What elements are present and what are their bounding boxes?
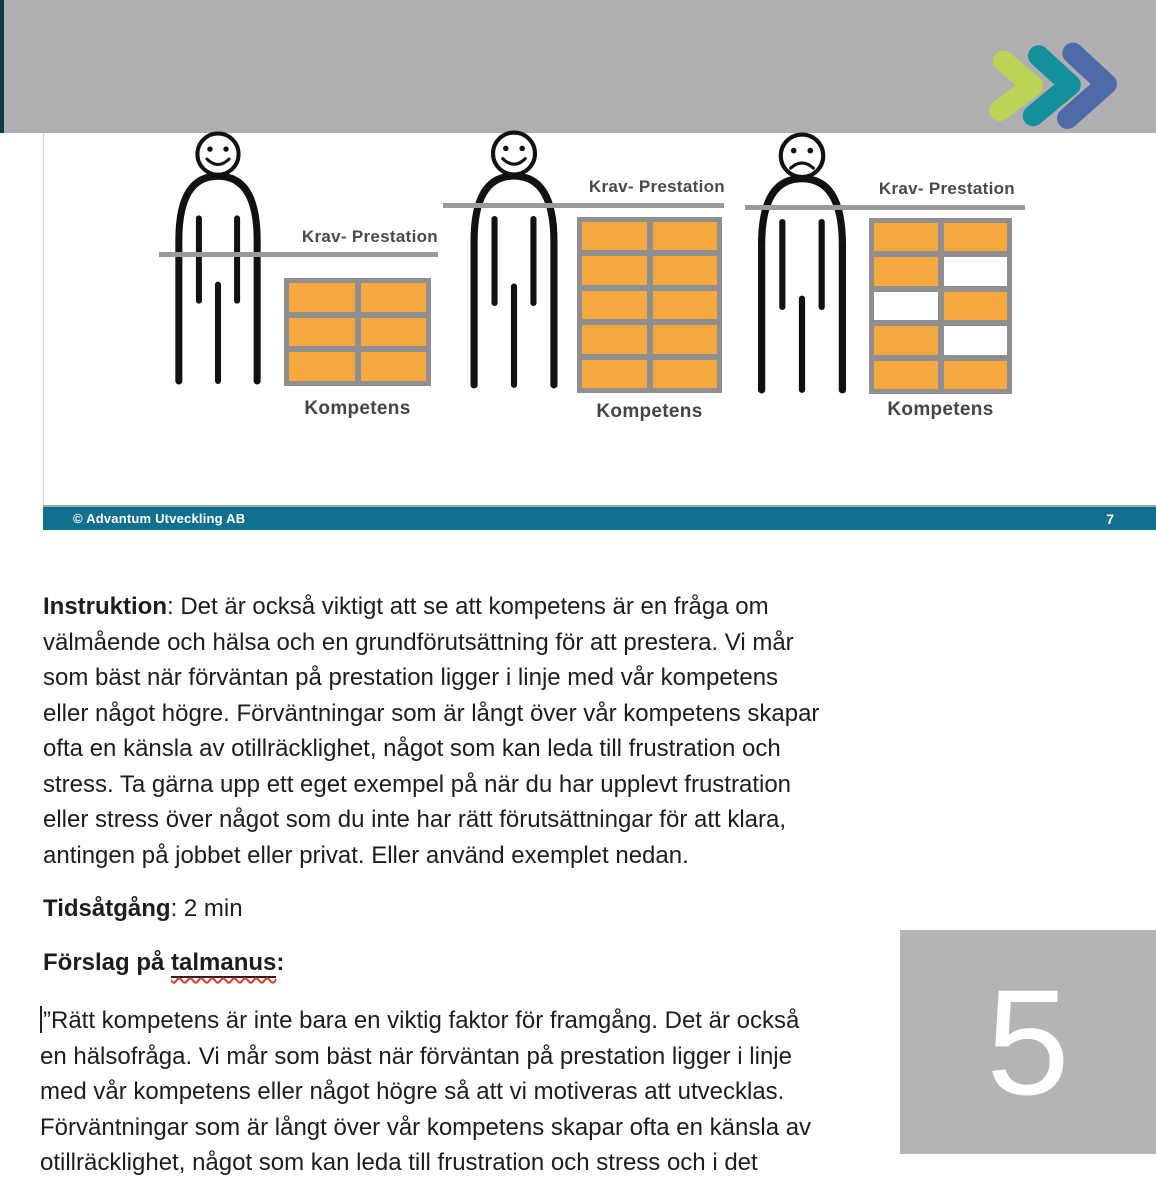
krav-prestation-label: Krav- Prestation [588, 177, 725, 196]
instruktion-paragraph[interactable] [43, 589, 819, 873]
competence-grid [284, 278, 431, 386]
competence-cell [582, 325, 647, 353]
competence-cell [874, 361, 938, 389]
competence-cell [874, 292, 938, 320]
competence-cell [653, 325, 718, 353]
instruktion-label: Instruktion [43, 593, 167, 620]
text-line[interactable]: med vår kompetens eller något högre så att vi motiveras att utvecklas. [40, 1078, 785, 1105]
kompetens-label: Kompetens [596, 401, 703, 422]
competence-cell [582, 360, 647, 388]
triple-chevron-logo-icon [984, 40, 1116, 128]
competence-cell [874, 257, 938, 285]
text-line[interactable]: en hälsofråga. Vi mår som bäst när förväntan på prestation ligger i linje [40, 1042, 792, 1070]
competence-cell [289, 318, 355, 347]
slide-footer-bar [43, 505, 1156, 530]
competence-grid [577, 217, 722, 393]
krav-prestation-label: Krav- Prestation [301, 227, 438, 246]
text-line[interactable]: otillräcklighet, något som kan leda till frustration och stress och i det [40, 1149, 758, 1176]
competence-cell [653, 291, 718, 319]
stick-figure-sad-icon [744, 133, 860, 395]
talmanus-quote-paragraph[interactable] [40, 1003, 811, 1181]
text-line[interactable]: eller stress över något som du inte har rätt förutsättningar för att klara, [43, 806, 787, 833]
forslag-prefix: Förslag på [43, 949, 172, 976]
stick-figure-happy-icon [162, 132, 274, 386]
krav-prestation-line [443, 203, 724, 208]
forslag-suffix: : [276, 949, 285, 976]
kompetens-label: Kompetens [304, 398, 411, 419]
slide-page-number: 7 [1106, 511, 1114, 527]
competence-cell [944, 361, 1008, 389]
krav-prestation-line [745, 205, 1025, 210]
competence-cell [944, 257, 1008, 285]
section-number-box [900, 930, 1156, 1154]
competence-cell [874, 223, 938, 251]
text-line[interactable]: välmående och hälsa och en grundförutsättning för att prestera. Vi mår [43, 628, 794, 656]
competence-cell [582, 256, 647, 284]
competence-cell [582, 222, 647, 250]
competence-cell [361, 352, 427, 381]
tidsatgang-line[interactable]: Tidsåtgång: 2 min [43, 895, 243, 922]
header-accent-strip [0, 0, 4, 133]
competence-cell [582, 291, 647, 319]
copyright-text: © Advantum Utveckling AB [73, 511, 246, 526]
text-line[interactable]: antingen på jobbet eller privat. Eller använd exemplet nedan. [43, 841, 689, 869]
text-line[interactable]: ”Rätt kompetens är inte bara en viktig faktor för framgång. Det är också [40, 1003, 811, 1039]
stick-figure-happy-icon [457, 131, 571, 390]
competence-cell [653, 256, 718, 284]
krav-prestation-line [159, 252, 438, 257]
competence-cell [874, 326, 938, 354]
competence-cell [653, 222, 718, 250]
competence-cell [361, 318, 427, 347]
text-line[interactable]: Förväntningar som är långt över vår kompetens skapar ofta en känsla av [40, 1113, 812, 1141]
text-line[interactable]: som bäst när förväntan på prestation ligger i linje med vår kompetens [43, 664, 779, 691]
text-line[interactable]: Instruktion: Det är också viktigt att se att kompetens är en fråga om [43, 593, 769, 620]
krav-prestation-label: Krav- Prestation [878, 179, 1015, 198]
kompetens-label: Kompetens [887, 399, 994, 420]
text-line[interactable]: stress. Ta gärna upp ett eget exempel på när du har upplevt frustration [43, 770, 792, 798]
text-cursor [40, 1006, 42, 1033]
tidsatgang-label: Tidsåtgång [43, 895, 171, 922]
competence-grid [869, 218, 1012, 394]
competence-cell [653, 360, 718, 388]
section-number: 5 [986, 958, 1070, 1126]
text-line[interactable]: ofta en känsla av otillräcklighet, något som kan leda till frustration och [43, 735, 781, 762]
competence-cell [944, 223, 1008, 251]
slide-left-border [43, 133, 44, 507]
forslag-heading[interactable] [43, 945, 284, 981]
competence-cell [944, 292, 1008, 320]
competence-cell [289, 283, 355, 312]
talmanus-misspelled-word[interactable]: talmanus [171, 949, 277, 976]
competence-cell [289, 352, 355, 381]
competence-cell [361, 283, 427, 312]
competence-cell [944, 326, 1008, 354]
text-line[interactable]: eller något högre. Förväntningar som är långt över vår kompetens skapar [43, 699, 820, 727]
slide-header-band [0, 0, 1156, 133]
